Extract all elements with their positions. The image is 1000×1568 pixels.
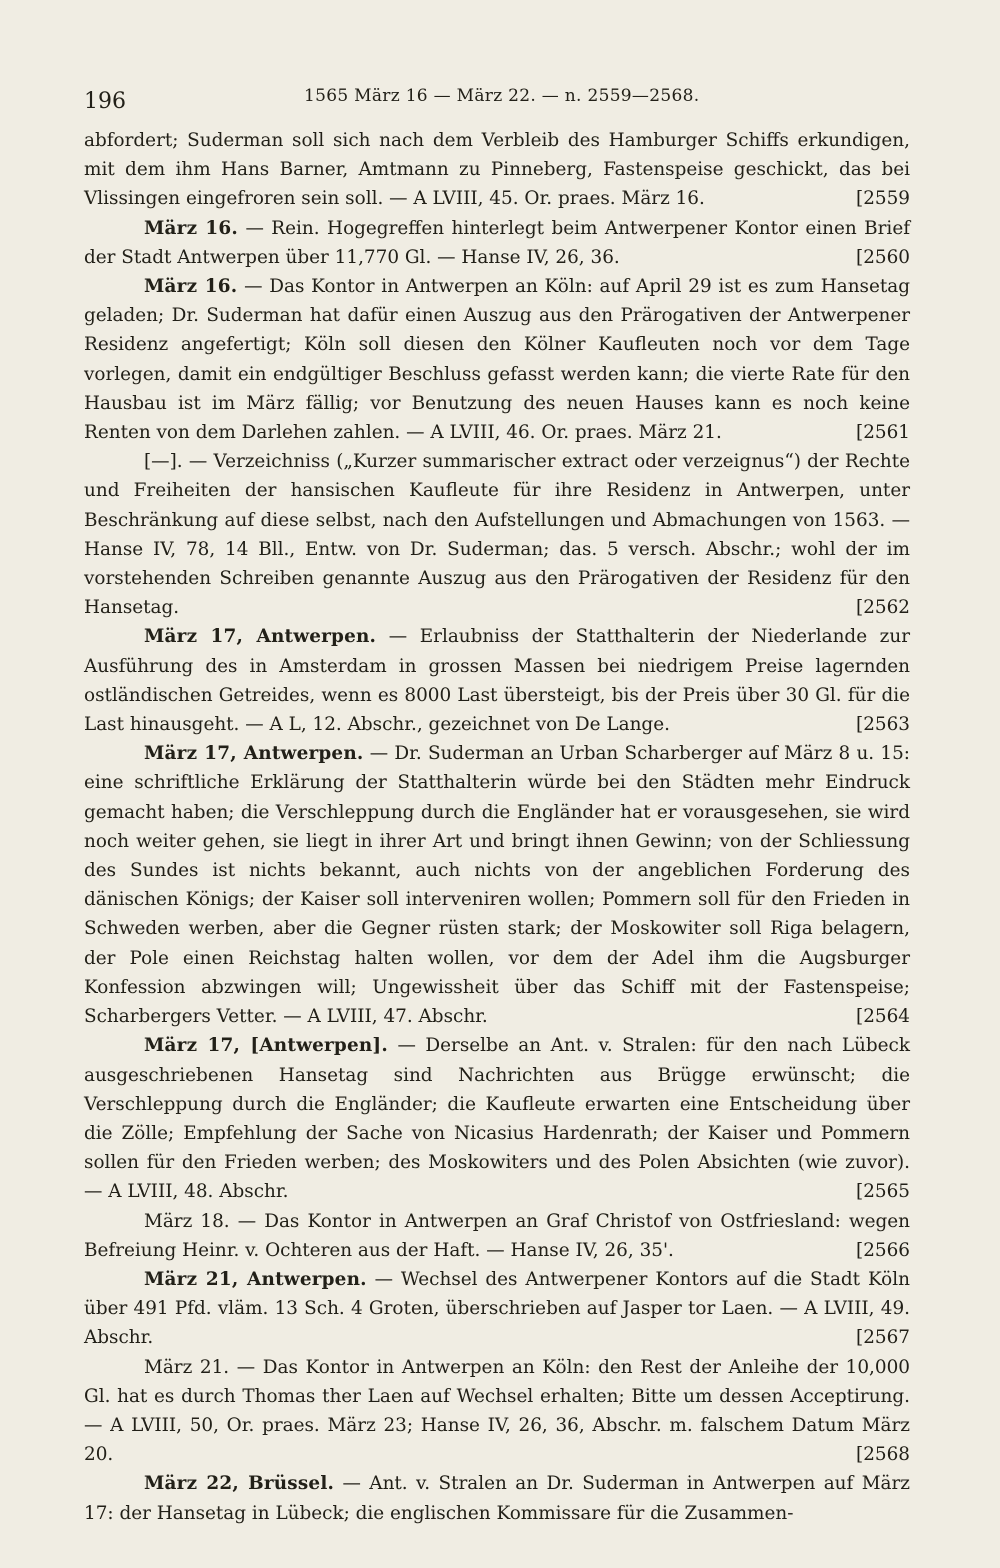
running-head: 1565 März 16 — März 22. — n. 2559—2568. xyxy=(304,86,700,106)
entry-date: März 17, [Antwerpen]. xyxy=(144,1035,388,1057)
document-page xyxy=(84,82,910,1528)
entry-text: — Erlaubniss der Statthalterin der Niederlande zur Ausführung des in Amsterdam in grossen Massen bei niedrigem Preise lagernden ostländischen Getreides, wenn es 8000 Last übersteigt, bis der Preis über 30 Gl. für die Last hinausgeht. — A L, 12. Abschr., gezeichnet von De Lange. xyxy=(84,626,910,736)
entry-text: — Wechsel des Antwerpener Kontors auf die Stadt Köln über 491 Pfd. vläm. 13 Sch. 4 Groten, überschrieben auf Jasper tor Laen. — A LVIII, 49. Abschr. xyxy=(84,1268,910,1349)
entry-2560 xyxy=(84,214,910,272)
document-body xyxy=(84,126,910,1528)
entry-text: [—]. — Verzeichniss („Kurzer summarischer extract oder verzeignus“) der Rechte und Freiheiten der hansischen Kaufleute für ihre Residenz in Antwerpen, unter Beschränkung auf diese selbst, nach den Aufstellungen und Abmachungen von 1563. — Hanse IV, 78, 14 Bll., Entw. von Dr. Suderman; das. 5 versch. Abschr.; wohl der im vorstehenden Schreiben genannte Auszug aus den Prärogativen der Residenz für den Hansetag. xyxy=(84,451,910,619)
entry-text: abfordert; Suderman soll sich nach dem Verbleib des Hamburger Schiffs erkundigen, mit dem ihm Hans Barner, Amtmann zu Pinneberg, Fastenspeise geschickt, das bei Vlissingen eingefroren sein soll. — A LVIII, 45. Or. praes. März 16. xyxy=(84,130,910,210)
entry-2563 xyxy=(84,622,910,739)
entry-number: [2559 xyxy=(856,188,910,210)
entry-2564 xyxy=(84,739,910,1031)
entry-number: [2563 xyxy=(856,714,910,736)
entry-number: [2568 xyxy=(856,1444,910,1466)
page-header xyxy=(84,82,910,118)
entry-2561 xyxy=(84,272,910,447)
entry-2565 xyxy=(84,1031,910,1206)
page-number: 196 xyxy=(84,89,126,114)
entry-date: März 17, Antwerpen. xyxy=(144,626,377,648)
entry-number: [2567 xyxy=(856,1327,910,1349)
entry-text: März 21. — Das Kontor in Antwerpen an Köln: den Rest der Anleihe der 10,000 Gl. hat es durch Thomas ther Laen auf Wechsel erhalten; Bitte um dessen Acceptirung. — A LVIII, 50, Or. praes. März 23; Hanse IV, 26, 36, Abschr. m. falschem Datum März 20. xyxy=(84,1356,910,1466)
entry-2567 xyxy=(84,1265,910,1353)
entry-number: [2561 xyxy=(856,422,910,444)
entry-text: März 18. — Das Kontor in Antwerpen an Graf Christof von Ostfriesland: wegen Befreiung Heinr. v. Ochteren aus der Haft. — Hanse IV, 26, 35'. xyxy=(84,1210,910,1261)
entry-2568 xyxy=(84,1353,910,1470)
entry-date: März 16. xyxy=(144,217,239,239)
entry-number: [2565 xyxy=(856,1181,910,1203)
entry-number: [2564 xyxy=(856,1006,910,1028)
entry-text: — Ant. v. Stralen an Dr. Suderman in Antwerpen auf März 17: der Hansetag in Lübeck; die englischen Kommissare für die Zusammen- xyxy=(84,1473,910,1524)
entry-date: März 16. xyxy=(144,276,238,298)
entry-date: März 22, Brüssel. xyxy=(144,1473,335,1495)
entry-text: — Derselbe an Ant. v. Stralen: für den nach Lübeck ausgeschriebenen Hansetag sind Nachrichten aus Brügge erwünscht; die Verschleppung durch die Engländer; die Kaufleute erwarten eine Entscheidung über die Zölle; Empfehlung der Sache von Nicasius Hardenrath; der Kaiser und Pommern sollen für den Frieden werben; des Moskowiters und des Polen Absichten (wie zuvor). — A LVIII, 48. Abschr. xyxy=(84,1035,910,1203)
entry-text: — Rein. Hogegreffen hinterlegt beim Antwerpener Kontor einen Brief der Stadt Antwerpen über 11,770 Gl. — Hanse IV, 26, 36. xyxy=(84,217,911,268)
entry-number: [2562 xyxy=(856,597,910,619)
entry-2569-start xyxy=(84,1469,910,1527)
entry-2566 xyxy=(84,1207,910,1265)
entry-date: März 17, Antwerpen. xyxy=(144,743,364,765)
entry-number: [2560 xyxy=(856,246,910,268)
entry-text: — Das Kontor in Antwerpen an Köln: auf April 29 ist es zum Hansetag geladen; Dr. Suderman hat dafür einen Auszug aus den Prärogativen der Antwerpener Residenz angefertigt; Köln soll diesen den Kölner Kaufleuten noch vor dem Tage vorlegen, damit ein endgültiger Beschluss gefasst werden kann; die vierte Rate für den Hausbau ist im März fällig; vor Benutzung des neuen Hauses kann es noch keine Renten von dem Darlehen zahlen. — A LVIII, 46. Or. praes. März 21. xyxy=(84,276,910,444)
entry-2559 xyxy=(84,126,910,214)
entry-2562 xyxy=(84,447,910,622)
entry-text: — Dr. Suderman an Urban Scharberger auf März 8 u. 15: eine schriftliche Erklärung der Statthalterin würde bei den Städten mehr Eindruck gemacht haben; die Verschleppung durch die Engländer hat er vorausgesehen, sie wird noch weiter gehen, sie liegt in ihrer Art und bringt ihnen Gewinn; von der Schliessung des Sundes ist nichts bekannt, auch nichts von der angeblichen Forderung des dänischen Königs; der Kaiser soll interveniren wollen; Pommern soll für den Frieden in Schweden werben, aber die Gegner rüsten stark; der Moskowiter soll Riga belagern, der Pole einen Reichstag halten wollen, vor dem der Adel ihm die Augsburger Konfession abzwingen will; Ungewissheit über das Schiff mit der Fastenspeise; Scharbergers Vetter. — A LVIII, 47. Abschr. xyxy=(84,743,910,1028)
entry-number: [2566 xyxy=(856,1239,910,1261)
entry-date: März 21, Antwerpen. xyxy=(144,1268,367,1290)
